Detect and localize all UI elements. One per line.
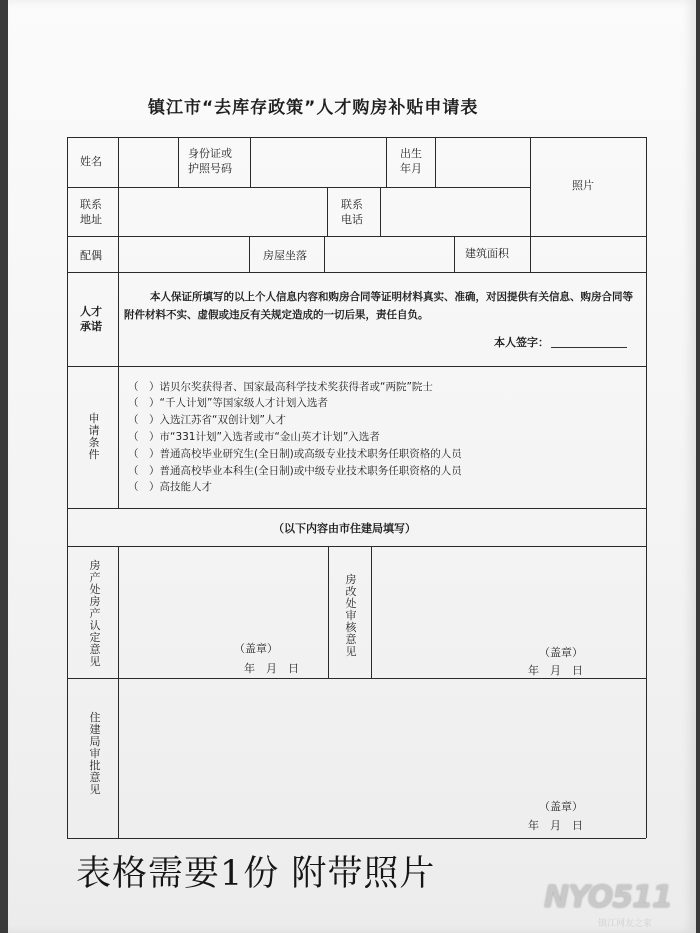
handwritten-note: 表格需要1份 附带照片	[76, 854, 436, 894]
house-location-value-field[interactable]	[325, 237, 453, 271]
site-watermark	[540, 878, 700, 933]
bureau-date: 年 月 日	[528, 819, 583, 832]
col-line	[118, 272, 119, 508]
property-office-label: 房产处房产认定意见	[89, 559, 101, 668]
name-value-field[interactable]	[119, 138, 177, 186]
property-office-opinion-field[interactable]	[119, 547, 327, 677]
form-title: 镇江市“去库存政策”人才购房补贴申请表	[148, 98, 479, 118]
table-left-border	[67, 137, 68, 838]
commitment-label: 人才承诺	[80, 305, 102, 333]
col-line	[454, 236, 455, 272]
condition-item[interactable]: （ ）诺贝尔奖获得者、国家最高科学技术奖获得者或“两院”院士	[128, 381, 433, 393]
reform-office-opinion-field[interactable]	[372, 547, 645, 677]
condition-item[interactable]: （ ）普通高校毕业研究生(全日制)或高级专业技术职务任职资格的人员	[128, 448, 462, 460]
property-office-seal: （盖章）	[234, 642, 278, 655]
signature-line[interactable]	[551, 347, 627, 348]
address-value-field[interactable]	[119, 188, 326, 235]
phone-value-field[interactable]	[381, 188, 529, 235]
building-area-label: 建筑面积	[465, 247, 509, 260]
photo-label: 照片	[572, 179, 594, 192]
id-card-label: 身份证或护照号码	[188, 147, 232, 175]
signature-label: 本人签字：	[494, 336, 549, 349]
official-note: （以下内容由市住建局填写）	[273, 522, 416, 535]
condition-item[interactable]: （ ）“千人计划”等国家级人才计划入选者	[128, 397, 328, 409]
row-line-4	[67, 366, 646, 367]
col-line	[178, 137, 179, 187]
house-location-label: 房屋坐落	[263, 249, 307, 262]
address-label: 联系地址	[80, 198, 102, 226]
bureau-label: 住建局审批意见	[89, 711, 101, 796]
spouse-label: 配偶	[80, 249, 102, 262]
table-bottom-border	[67, 838, 646, 839]
birth-label: 出生年月	[400, 147, 422, 175]
row-line-5	[67, 508, 646, 509]
condition-item[interactable]: （ ）市“331计划”入选者或市“金山英才计划”入选者	[128, 431, 380, 443]
condition-item[interactable]: （ ）入选江苏省“双创计划”人才	[128, 414, 286, 426]
paper-sheet	[8, 0, 696, 933]
reform-office-label: 房改处审核意见	[345, 573, 357, 658]
condition-item[interactable]: （ ）高技能人才	[128, 481, 212, 493]
building-area-value-field[interactable]	[531, 237, 645, 271]
commitment-text: 本人保证所填写的以上个人信息内容和购房合同等证明材料真实、准确，对因提供有关信息、购房合同等附件材料不实、虚假或违反有关规定造成的一切后果，责任自负。	[124, 291, 633, 321]
col-line	[249, 236, 250, 272]
conditions-label: 申请条件	[88, 412, 100, 461]
id-card-value-field[interactable]	[251, 138, 385, 186]
birth-value-field[interactable]	[436, 138, 529, 186]
reform-office-seal: （盖章）	[539, 646, 583, 659]
photo-field[interactable]	[531, 138, 645, 235]
watermark-logo: NYO511	[544, 880, 672, 915]
name-label: 姓名	[80, 155, 102, 168]
spouse-value-field[interactable]	[119, 237, 248, 271]
watermark-subtitle: 镇江网友之家	[598, 919, 653, 929]
property-office-date: 年 月 日	[244, 662, 299, 675]
col-line	[327, 187, 328, 236]
bureau-seal: （盖章）	[539, 800, 583, 813]
col-line	[386, 137, 387, 187]
condition-item[interactable]: （ ）普通高校毕业本科生(全日制)或中级专业技术职务任职资格的人员	[128, 465, 462, 477]
reform-office-date: 年 月 日	[528, 664, 583, 677]
row-line-3	[67, 272, 646, 273]
col-line	[328, 546, 329, 678]
table-right-border	[646, 137, 647, 838]
phone-label: 联系电话	[341, 198, 363, 226]
